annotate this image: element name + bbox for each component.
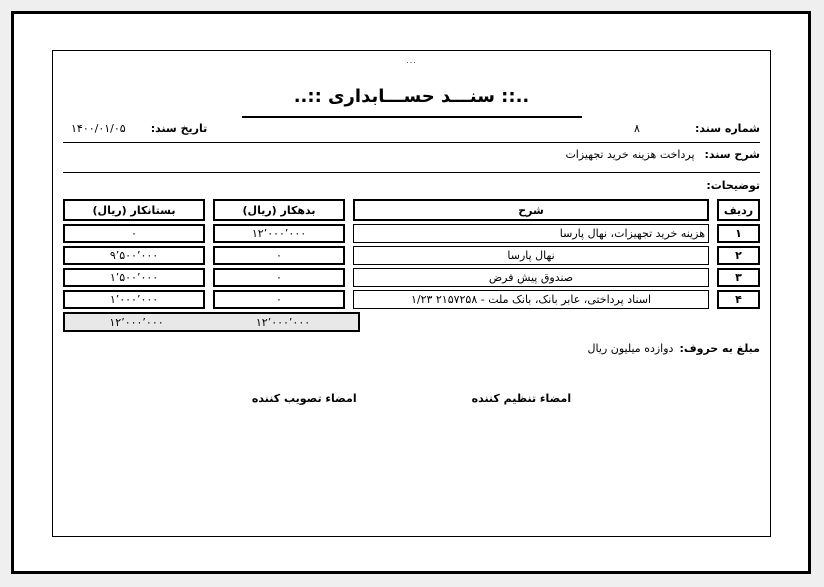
doc-date-label: تاریخ سند: [150, 122, 208, 135]
signature-approver-label: امضاء تصویب کننده [251, 392, 357, 405]
total-debit: ۱۲٬۰۰۰٬۰۰۰ [255, 315, 311, 329]
doc-date-field [63, 121, 207, 137]
description-cell: اسناد پرداختی، عابر بانک، بانک ملت - ۲۱۵۷۲۵۸ ۱/۲۳ [353, 290, 709, 309]
credit-cell: ۹٬۵۰۰٬۰۰۰ [63, 246, 205, 265]
doc-number-field [634, 121, 760, 137]
row-number-cell: ۱ [717, 224, 760, 243]
doc-number-label: شماره سند: [694, 122, 760, 135]
title-underline [242, 116, 582, 118]
column-header-row-number: ردیف [717, 199, 760, 221]
description-cell: نهال پارسا [353, 246, 709, 265]
amount-in-words-row [63, 341, 760, 357]
debit-cell: ۱۲٬۰۰۰٬۰۰۰ [213, 224, 345, 243]
signature-preparer-label: امضاء تنظیم کننده [471, 392, 572, 405]
debit-cell: ۰ [213, 268, 345, 287]
credit-cell: ۱٬۰۰۰٬۰۰۰ [63, 290, 205, 309]
description-cell: صندوق پیش فرض [353, 268, 709, 287]
row-number-cell: ۲ [717, 246, 760, 265]
voucher-title: ..:: سنـــد حســـابداری ::.. [293, 86, 530, 107]
amount-in-words-value: دوازده میلیون ریال [587, 342, 674, 355]
doc-desc-value: پرداخت هزینه خرید تجهیزات [565, 148, 695, 161]
document-page [11, 11, 811, 574]
amount-in-words-label: مبلغ به حروف: [679, 342, 760, 355]
column-header-credit: بستانکار (ریال) [63, 199, 205, 221]
column-header-description: شرح [353, 199, 709, 221]
notes-label: توضیحات: [706, 179, 760, 192]
header-fields-row [63, 121, 760, 137]
top-dots: ... [406, 56, 417, 65]
debit-cell: ۰ [213, 246, 345, 265]
debit-cell: ۰ [213, 290, 345, 309]
totals-row [63, 312, 360, 332]
voucher-frame [52, 50, 771, 537]
doc-number-value: ۸ [634, 122, 640, 135]
divider-1 [63, 142, 760, 143]
entries-table [63, 199, 760, 309]
row-number-cell: ۴ [717, 290, 760, 309]
doc-desc-row [63, 147, 760, 163]
notes-row [63, 178, 760, 193]
total-credit: ۱۲٬۰۰۰٬۰۰۰ [109, 315, 164, 329]
doc-date-value: ۱۴۰۰/۰۱/۰۵ [71, 122, 126, 135]
divider-2 [63, 172, 760, 173]
credit-cell: ۱٬۵۰۰٬۰۰۰ [63, 268, 205, 287]
column-header-debit: بدهکار (ریال) [213, 199, 345, 221]
signatures-row [63, 391, 760, 407]
credit-cell: ۰ [63, 224, 205, 243]
doc-desc-label: شرح سند: [704, 148, 760, 161]
description-cell: هزینه خرید تجهیزات، نهال پارسا [353, 224, 709, 243]
row-number-cell: ۳ [717, 268, 760, 287]
